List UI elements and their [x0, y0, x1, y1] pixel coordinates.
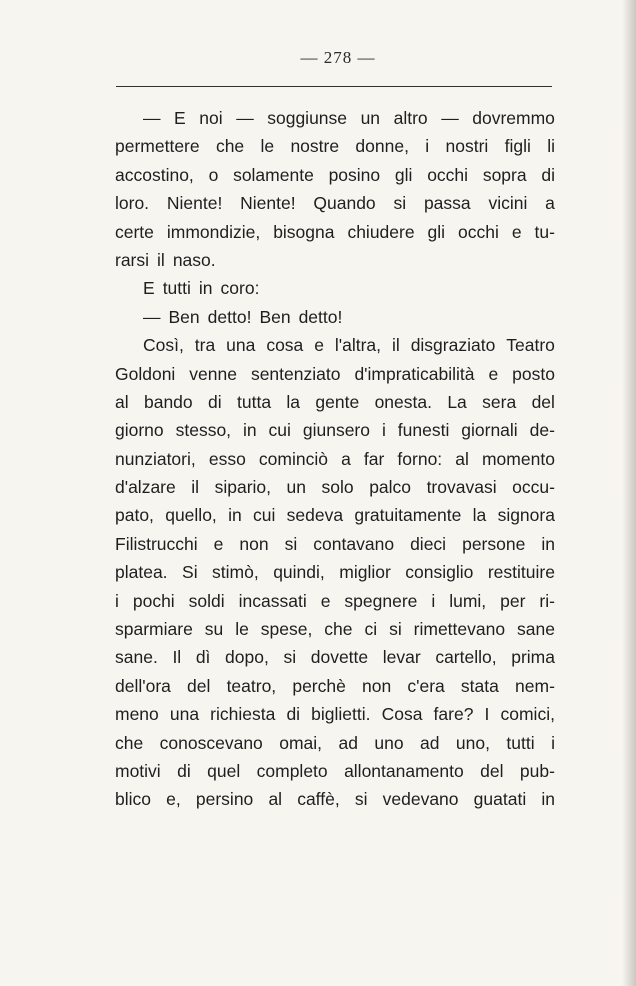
word: giorno: [115, 420, 164, 441]
text-line: [115, 274, 555, 302]
word: si: [354, 789, 368, 810]
body-text: [115, 104, 555, 814]
word: loro.: [115, 193, 150, 214]
word: tutti: [506, 732, 535, 753]
word: persone: [462, 533, 526, 554]
word: si: [284, 533, 298, 554]
word: restituire: [487, 562, 555, 583]
word: i: [431, 590, 436, 611]
word: immondizie,: [166, 221, 261, 242]
word: perchè: [292, 675, 346, 696]
word: al: [268, 789, 283, 810]
word: l'altra,: [334, 335, 382, 356]
word: gli: [394, 164, 413, 185]
word: in: [242, 420, 257, 441]
word: posto: [512, 363, 555, 384]
word: stesso,: [175, 420, 232, 441]
word: venne: [189, 363, 237, 384]
text-line: [115, 189, 555, 217]
word: di: [541, 164, 555, 185]
word: e: [511, 221, 522, 242]
word: i: [551, 732, 555, 753]
word: motivi: [115, 760, 161, 781]
text-line: [115, 331, 555, 359]
word: un: [286, 477, 307, 498]
word: allontanamento: [344, 760, 464, 781]
word: di: [208, 391, 222, 412]
word: vicini: [488, 193, 528, 214]
text-line: [115, 587, 555, 615]
word: —: [143, 108, 161, 128]
word: solamente: [233, 164, 314, 185]
word: i: [425, 136, 430, 157]
word: in: [198, 278, 213, 299]
word: contavano: [313, 533, 395, 554]
word: forno:: [397, 448, 443, 469]
word: detto!: [207, 306, 252, 327]
word: miglior: [339, 562, 391, 583]
word: occhi: [458, 221, 499, 242]
text-line: [115, 104, 555, 132]
text-line: [115, 501, 555, 529]
word: giornali: [461, 420, 518, 441]
word: stimò,: [212, 562, 259, 583]
word: Il: [172, 647, 182, 668]
word: del: [187, 675, 211, 696]
text-line: [115, 672, 555, 700]
word: che: [215, 136, 245, 157]
word: spese,: [260, 619, 313, 640]
text-line: [115, 416, 555, 444]
word: completo: [256, 760, 328, 781]
word: cosa: [266, 335, 304, 356]
word: sopra: [482, 164, 527, 185]
word: d'alzare: [115, 477, 176, 498]
word: dovremmo: [472, 108, 555, 128]
word: gente: [315, 391, 360, 412]
word: pochi: [132, 590, 175, 611]
word: nostri: [445, 136, 489, 157]
word: consiglio: [405, 562, 474, 583]
word: di: [286, 704, 301, 725]
word: soldi: [188, 590, 225, 611]
word: si: [393, 193, 407, 214]
text-line: [115, 388, 555, 416]
word: rarsi: [115, 249, 150, 270]
word: soggiunse: [267, 108, 348, 128]
word: al: [455, 448, 469, 469]
word: teatro,: [226, 675, 277, 696]
word: il: [157, 249, 165, 270]
word: La: [447, 391, 467, 412]
word: Goldoni: [115, 363, 176, 384]
word: prima: [511, 647, 555, 668]
word: li: [547, 136, 555, 157]
word: Così,: [143, 335, 184, 356]
word: i: [381, 420, 386, 441]
word: Teatro: [506, 335, 555, 356]
text-line: [115, 700, 555, 728]
word: quello,: [165, 505, 217, 526]
word: donne,: [355, 136, 409, 157]
word: una: [169, 704, 200, 725]
word: la: [286, 391, 301, 412]
word: dovette: [310, 647, 369, 668]
word: una: [226, 335, 256, 356]
word: nunziatori,: [115, 448, 196, 469]
word: dell'ora: [115, 675, 171, 696]
word: Si: [182, 562, 198, 583]
word: e: [488, 363, 499, 384]
word: ad: [338, 732, 358, 753]
word: onesta.: [374, 391, 432, 412]
word: le: [260, 136, 275, 157]
word: palco: [369, 477, 412, 498]
word: esso: [208, 448, 246, 469]
text-line: [115, 729, 555, 757]
word: sane.: [115, 647, 158, 668]
word: il: [191, 477, 200, 498]
word: e: [320, 590, 331, 611]
word: guatati: [473, 789, 527, 810]
word: al: [115, 391, 129, 412]
word: cui: [252, 505, 276, 526]
word: Ben: [259, 306, 291, 327]
word: Niente!: [166, 193, 223, 214]
word: ri-: [539, 590, 555, 611]
word: solo: [321, 477, 354, 498]
word: nostre: [290, 136, 340, 157]
word: e: [314, 335, 324, 356]
word: signora: [497, 505, 555, 526]
word: noi: [199, 108, 223, 128]
text-line: [115, 643, 555, 671]
text-line: [115, 615, 555, 643]
word: sipario,: [214, 477, 272, 498]
word: e,: [166, 789, 181, 810]
text-line: [115, 530, 555, 558]
text-line: [115, 558, 555, 586]
word: funesti: [397, 420, 450, 441]
word: passa: [423, 193, 471, 214]
word: del: [480, 760, 504, 781]
word: uno: [374, 732, 404, 753]
word: il: [391, 335, 400, 356]
word: sentenziato: [250, 363, 341, 384]
word: disgraziato: [410, 335, 496, 356]
word: cominciò: [258, 448, 328, 469]
word: richiesta: [210, 704, 276, 725]
word: che: [324, 619, 353, 640]
page-edge-shadow: [622, 0, 636, 986]
word: pato,: [115, 505, 154, 526]
word: —: [143, 306, 161, 327]
word: c'era: [407, 675, 445, 696]
word: cartello,: [435, 647, 497, 668]
word: de-: [529, 420, 555, 441]
word: conoscevano: [159, 732, 263, 753]
word: per: [500, 590, 526, 611]
word: E: [143, 278, 155, 299]
word: tutti: [162, 278, 191, 299]
word: le: [235, 619, 249, 640]
text-line: [115, 246, 555, 274]
word: tra: [194, 335, 216, 356]
word: rimettevano: [413, 619, 506, 640]
word: —: [441, 108, 459, 128]
word: posino: [328, 164, 381, 185]
word: meno: [115, 704, 159, 725]
word: omai,: [279, 732, 323, 753]
word: i: [115, 590, 119, 611]
word: occu-: [512, 477, 555, 498]
word: Niente!: [240, 193, 296, 214]
word: ad: [420, 732, 440, 753]
word: si: [283, 647, 297, 668]
word: di: [177, 760, 191, 781]
word: del: [531, 391, 555, 412]
word: quindi,: [273, 562, 325, 583]
word: lumi,: [449, 590, 487, 611]
word: accostino,: [115, 164, 194, 185]
word: che: [115, 732, 144, 753]
word: coro:: [220, 278, 260, 299]
word: a: [545, 193, 555, 214]
word: figli: [504, 136, 531, 157]
word: comici,: [500, 704, 555, 725]
word: giunsero: [302, 420, 370, 441]
text-line: [115, 757, 555, 785]
word: vedevano: [382, 789, 459, 810]
text-line: [115, 473, 555, 501]
word: trovavasi: [426, 477, 497, 498]
word: naso.: [172, 249, 216, 270]
word: d'impraticabilità: [354, 363, 475, 384]
word: biglietti.: [311, 704, 371, 725]
word: a: [341, 448, 351, 469]
word: blico: [115, 789, 151, 810]
word: occhi: [427, 164, 469, 185]
word: fare?: [433, 704, 474, 725]
word: in: [228, 505, 242, 526]
word: dopo,: [225, 647, 269, 668]
word: su: [204, 619, 224, 640]
word: sane: [517, 619, 555, 640]
word: tu-: [534, 221, 555, 242]
word: altro: [393, 108, 428, 128]
header-rule: [116, 86, 552, 87]
word: bisogna: [273, 221, 335, 242]
text-line: [115, 785, 555, 813]
word: sparmiare: [115, 619, 193, 640]
word: pub-: [519, 760, 555, 781]
word: Quando: [313, 193, 376, 214]
word: levar: [382, 647, 421, 668]
word: incassati: [238, 590, 307, 611]
word: tutta: [237, 391, 272, 412]
word: Cosa: [381, 704, 423, 725]
word: bando: [143, 391, 193, 412]
word: —: [236, 108, 254, 128]
text-line: [115, 360, 555, 388]
page-number: — 278 —: [300, 48, 376, 67]
text-line: [115, 132, 555, 160]
word: persino: [195, 789, 254, 810]
word: non: [239, 533, 269, 554]
word: permettere: [115, 136, 200, 157]
word: cui: [268, 420, 291, 441]
word: quel: [207, 760, 241, 781]
text-line: [115, 303, 555, 331]
word: dieci: [410, 533, 447, 554]
word: certe: [115, 221, 154, 242]
word: un: [360, 108, 381, 128]
word: I: [484, 704, 490, 725]
word: platea.: [115, 562, 168, 583]
word: e: [213, 533, 224, 554]
word: E: [174, 108, 186, 128]
text-line: [115, 161, 555, 189]
word: si: [389, 619, 402, 640]
word: non: [362, 675, 392, 696]
word: spegnere: [344, 590, 418, 611]
word: sedeva: [286, 505, 344, 526]
text-line: [115, 445, 555, 473]
word: detto!: [298, 306, 343, 327]
word: in: [541, 533, 555, 554]
word: far: [363, 448, 385, 469]
word: ci: [364, 619, 378, 640]
word: Ben: [168, 306, 200, 327]
word: stata: [460, 675, 499, 696]
word: chiudere: [347, 221, 415, 242]
word: caffè,: [297, 789, 340, 810]
word: gratuitamente: [354, 505, 462, 526]
word: gli: [427, 221, 446, 242]
word: in: [541, 789, 555, 810]
word: momento: [481, 448, 555, 469]
word: o: [208, 164, 219, 185]
word: Filistrucchi: [115, 533, 198, 554]
word: uno,: [455, 732, 490, 753]
word: la: [472, 505, 487, 526]
word: nem-: [515, 675, 555, 696]
word: dì: [195, 647, 211, 668]
word: sera: [482, 391, 517, 412]
text-line: [115, 218, 555, 246]
